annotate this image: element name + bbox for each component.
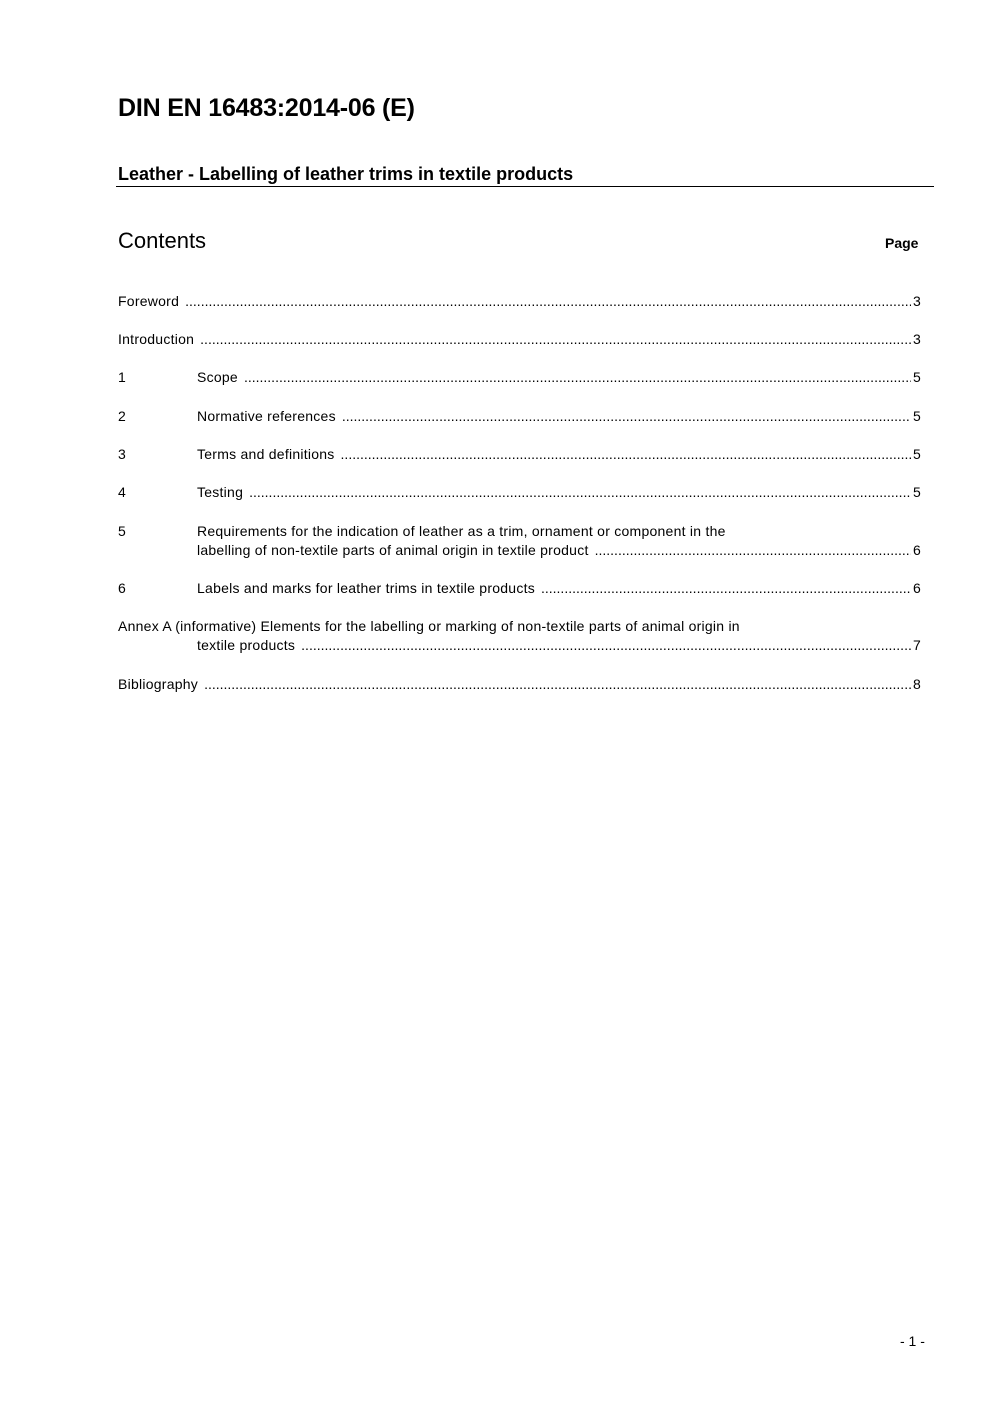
toc-entry-page: 8 <box>912 676 921 692</box>
toc-entry-bibliography[interactable] <box>118 675 921 694</box>
toc-entry-text: Annex A (informative) Elements for the labelling or marking of non-textile parts of animal origin in <box>118 618 740 634</box>
toc-entry-introduction[interactable] <box>118 330 921 349</box>
contents-heading: Contents <box>118 228 207 253</box>
toc-entry-text: Terms and definitions <box>197 446 335 462</box>
document-id: DIN EN 16483:2014-06 (E) <box>118 94 415 122</box>
page-number: - 1 - <box>900 1333 925 1349</box>
toc-entry-terms-and-definitions[interactable] <box>118 445 921 464</box>
toc-entry-number: 6 <box>118 580 127 596</box>
toc-entry-text: Bibliography <box>118 676 199 692</box>
toc-entry-page: 3 <box>912 331 921 347</box>
toc-entry-testing[interactable] <box>118 483 921 502</box>
dot-leader <box>342 407 911 426</box>
title-divider <box>116 186 934 187</box>
toc-entry-page: 3 <box>912 293 921 309</box>
toc-entry-page: 5 <box>912 408 921 424</box>
toc-entry-text: Labels and marks for leather trims in textile products <box>197 580 535 596</box>
toc-entry-annex-a[interactable] <box>118 617 921 655</box>
toc-entry-normative-references[interactable] <box>118 407 921 426</box>
document-title: Leather - Labelling of leather trims in textile products <box>118 164 574 184</box>
toc-entry-page: 6 <box>912 580 921 596</box>
toc-entry-number: 3 <box>118 446 127 462</box>
dot-leader <box>341 445 911 464</box>
dot-leader <box>249 483 911 502</box>
toc-entry-number: 4 <box>118 484 127 500</box>
toc-entry-page: 5 <box>912 446 921 462</box>
page-column-heading: Page <box>885 235 919 251</box>
dot-leader <box>244 368 911 387</box>
toc-entry-labels-and-marks[interactable] <box>118 579 921 598</box>
toc-entry-page: 5 <box>912 369 921 385</box>
toc-entry-text-continued: labelling of non-textile parts of animal origin in textile product <box>197 542 589 558</box>
dot-leader <box>185 292 911 311</box>
toc-entry-page: 5 <box>912 484 921 500</box>
dot-leader <box>301 636 911 655</box>
toc-entry-page: 6 <box>912 542 921 558</box>
toc-entry-number: 1 <box>118 369 127 385</box>
toc-entry-text-continued: textile products <box>197 637 296 653</box>
toc-entry-text: Requirements for the indication of leather as a trim, ornament or component in the <box>197 523 726 539</box>
toc-entry-scope[interactable] <box>118 368 921 387</box>
toc-entry-requirements[interactable] <box>118 522 921 560</box>
dot-leader <box>595 541 911 560</box>
toc-entry-text: Foreword <box>118 293 180 309</box>
dot-leader <box>541 579 911 598</box>
toc-entry-foreword[interactable] <box>118 292 921 311</box>
toc-entry-text: Scope <box>197 369 238 385</box>
toc-entry-text: Normative references <box>197 408 336 424</box>
dot-leader <box>204 675 911 694</box>
toc-entry-text: Introduction <box>118 331 195 347</box>
toc-entry-number: 5 <box>118 523 127 539</box>
dot-leader <box>200 330 911 349</box>
toc-entry-text: Testing <box>197 484 244 500</box>
toc-entry-page: 7 <box>912 637 921 653</box>
toc-entry-number: 2 <box>118 408 127 424</box>
